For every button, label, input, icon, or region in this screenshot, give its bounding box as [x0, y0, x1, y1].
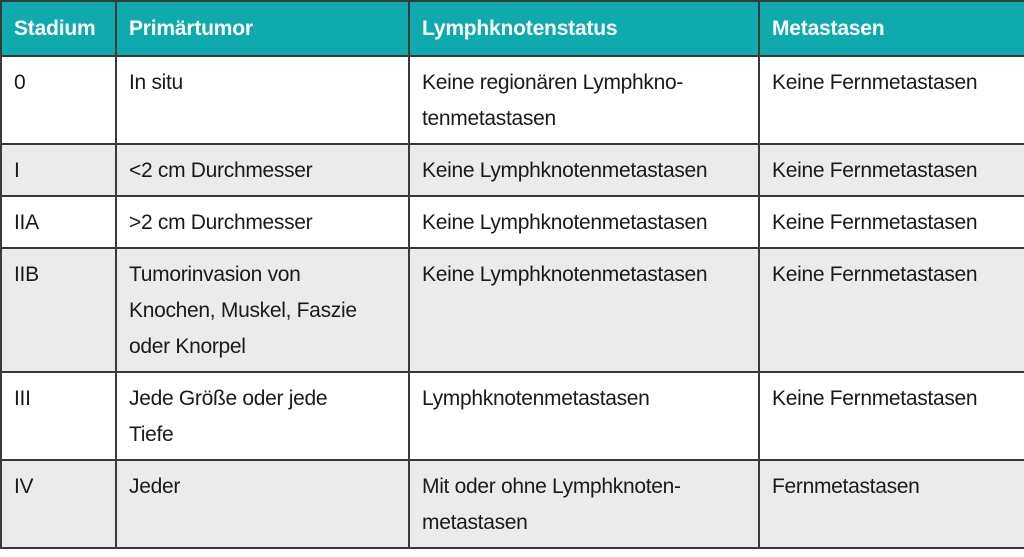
header-primaertumor: Primärtumor	[116, 1, 409, 56]
table-row	[1, 56, 1024, 144]
cell-primaertumor: <2 cm Durchmesser	[116, 144, 409, 196]
cell-primaertumor: In situ	[116, 56, 409, 144]
cell-lymphknotenstatus: Keine Lymphknotenmetastasen	[409, 248, 759, 372]
table-row	[1, 196, 1024, 248]
table-row	[1, 144, 1024, 196]
header-stadium: Stadium	[1, 1, 116, 56]
cell-stadium: 0	[1, 56, 116, 144]
header-row	[1, 1, 1024, 56]
table-row	[1, 248, 1024, 372]
cell-stadium: IIB	[1, 248, 116, 372]
table-row	[1, 372, 1024, 460]
cell-primaertumor: Jede Größe oder jede Tiefe	[116, 372, 409, 460]
cell-lymphknotenstatus: Lymphknotenmetastasen	[409, 372, 759, 460]
cell-metastasen: Keine Fernmetastasen	[759, 144, 1024, 196]
cell-stadium: IV	[1, 460, 116, 548]
header-metastasen: Metastasen	[759, 1, 1024, 56]
cell-metastasen: Keine Fernmetastasen	[759, 196, 1024, 248]
cell-lymphknotenstatus: Keine Lymphknotenmetastasen	[409, 196, 759, 248]
table-row	[1, 460, 1024, 548]
table-header	[1, 1, 1024, 56]
cell-metastasen: Keine Fernmetastasen	[759, 56, 1024, 144]
cell-lymphknotenstatus: Mit oder ohne Lymphknoten- metastasen	[409, 460, 759, 548]
cell-metastasen: Fernmetastasen	[759, 460, 1024, 548]
cell-lymphknotenstatus: Keine regionären Lymphkno- tenmetastasen	[409, 56, 759, 144]
cell-primaertumor: >2 cm Durchmesser	[116, 196, 409, 248]
cell-primaertumor: Jeder	[116, 460, 409, 548]
cell-metastasen: Keine Fernmetastasen	[759, 248, 1024, 372]
table-body	[1, 56, 1024, 548]
cell-primaertumor: Tumorinvasion von Knochen, Muskel, Faszie oder Knorpel	[116, 248, 409, 372]
cell-stadium: I	[1, 144, 116, 196]
cell-stadium: IIA	[1, 196, 116, 248]
header-lymphknotenstatus: Lymphknotenstatus	[409, 1, 759, 56]
cell-metastasen: Keine Fernmetastasen	[759, 372, 1024, 460]
cell-lymphknotenstatus: Keine Lymphknotenmetastasen	[409, 144, 759, 196]
cell-stadium: III	[1, 372, 116, 460]
